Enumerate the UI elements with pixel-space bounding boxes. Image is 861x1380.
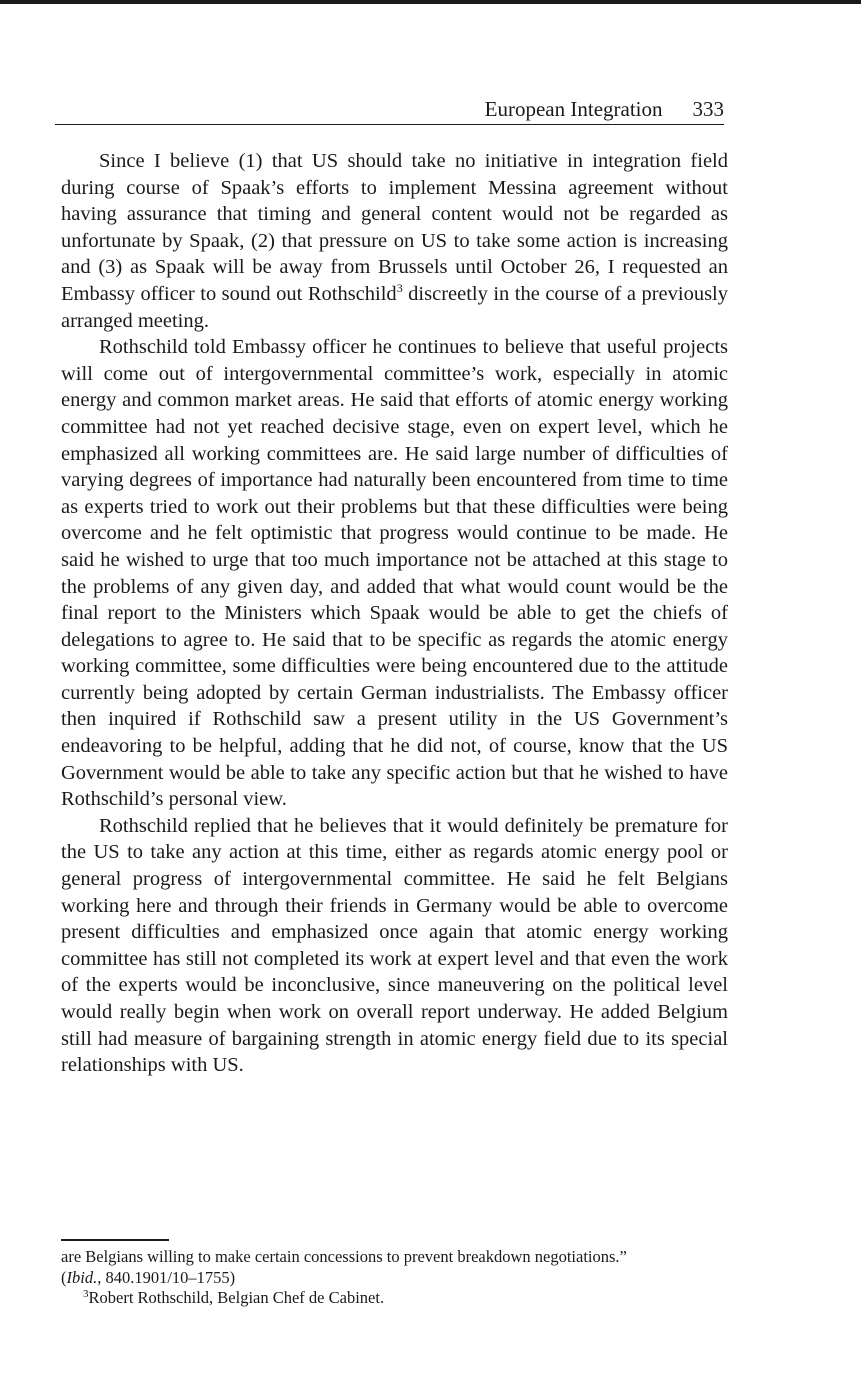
paragraph-1	[61, 148, 728, 334]
footnote-3-marker: 3	[83, 1288, 89, 1300]
paragraph-1-tail: discreetly in the course of a previously arranged meeting.	[61, 282, 729, 332]
citation-ibid: Ibid.	[66, 1267, 98, 1287]
body-text	[61, 148, 728, 1079]
running-head-title: European Integration	[484, 97, 663, 121]
top-border-rule	[0, 0, 861, 4]
footnotes	[61, 1247, 728, 1309]
footnote-separator	[61, 1239, 169, 1241]
running-head	[55, 94, 724, 125]
footnote-3	[61, 1288, 728, 1309]
paragraph-3: Rothschild replied that he believes that it would definitely be premature for the US to take any action at this time, either as regards atomic energy pool or general progress of intergovernmental committee. He said he felt Belgians working here and through their friends in Germany would be able to overcome present difficulties and emphasized once again that atomic energy working committee has still not completed its work at expert level and that even the work of the experts would be inconclusive, since maneuvering on the political level would really begin when work on overall report underway. He added Belgium still had measure of bargaining strength in atomic energy field due to its special relationships with US.	[61, 814, 728, 1077]
page-number: 333	[692, 97, 724, 121]
citation-rest: , 840.1901/10–1755)	[97, 1267, 236, 1287]
paragraph-2: Rothschild told Embassy officer he continues to believe that useful projects will come out of intergovernmental committee’s work, especially in atomic energy and common market areas. He said that efforts of atomic energy working committee had not yet reached decisive stage, even on expert level, which he emphasized all working committees are. He said large number of difficulties of varying degrees of importance had naturally been encountered from time to time as experts tried to work out their problems but that these difficulties were being overcome and he felt optimistic that progress would continue to be made. He said he wished to urge that too much importance not be attached at this stage to the problems of any given day, and added that what would count would be the final report to the Ministers which Spaak would be able to get the chiefs of delegations to agree to. He said that to be specific as regards the atomic energy working committee, some difficulties were being encountered due to the attitude currently being adopted by certain German industrialists. The Embassy officer then inquired if Rothschild saw a present utility in the US Government’s endeavoring to be helpful, adding that he did not, of course, know that the US Government would be able to take any specific action but that he wished to have Rothschild’s personal view.	[61, 336, 728, 811]
citation-open-paren: (	[61, 1267, 67, 1287]
paragraph-1-text: Since I believe (1) that US should take no initiative in integration field during course of Spaak’s efforts to implement Messina agreement without having assurance that timing and general content would not be regarded as unfortunate by Spaak, (2) that pressure on US to take some action is increasing and (3) as Spaak will be away from Brussels until October 26, I requested an Embassy officer to sound out Rothschild	[61, 150, 728, 305]
footnote-continuation: are Belgians willing to make certain concessions to prevent breakdown negotiations.”	[61, 1247, 627, 1266]
footnote-3-text: Robert Rothschild, Belgian Chef de Cabinet.	[88, 1288, 385, 1307]
footnote-citation	[61, 1268, 728, 1289]
footnote-ref-3: 3	[396, 280, 403, 295]
